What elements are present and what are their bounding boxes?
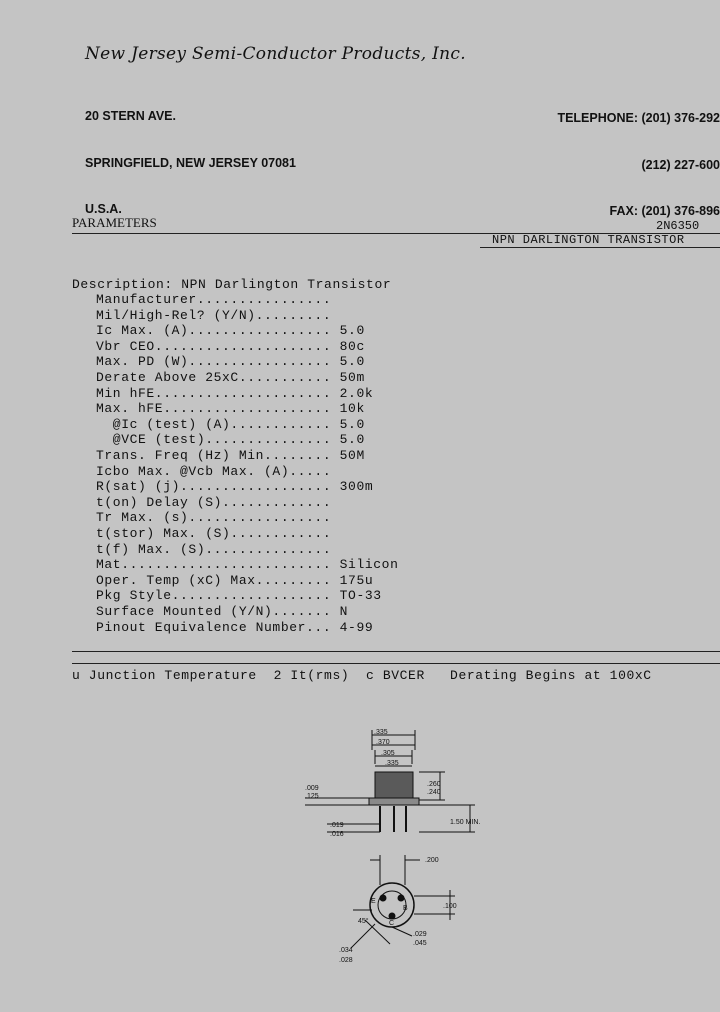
dim-009: .009: [305, 785, 319, 792]
spec-row: [96, 588, 382, 603]
spec-label: Mat.........................: [96, 557, 332, 573]
dim-335b: .335: [385, 760, 399, 767]
description-line: Description: NPN Darlington Transistor: [72, 277, 392, 292]
fax-line: FAX: (201) 376-896: [609, 204, 720, 218]
spec-value: 300m: [339, 479, 374, 495]
side-view: [305, 730, 475, 832]
address-line-1: 20 STERN AVE.: [85, 109, 176, 123]
dim-260: .260: [427, 781, 441, 788]
spec-label: Manufacturer................: [96, 292, 332, 307]
company-address: [85, 78, 296, 233]
spec-row: [96, 354, 365, 369]
spec-label: Trans. Freq (Hz) Min........: [96, 448, 332, 463]
dim-370: .370: [376, 739, 390, 746]
spec-value: N: [339, 604, 349, 619]
spec-label: Icbo Max. @Vcb Max. (A).....: [96, 463, 332, 479]
spec-row: [96, 604, 348, 619]
spec-value: 5.0: [339, 354, 365, 370]
spec-row: [96, 339, 365, 354]
spec-label: Max. hFE....................: [96, 401, 332, 417]
parameters-label: PARAMETERS: [72, 215, 157, 230]
dim-028: .028: [339, 957, 353, 964]
spec-label: Pkg Style...................: [96, 588, 332, 604]
spec-row: [96, 432, 365, 447]
spec-label: t(on) Delay (S).............: [96, 494, 332, 510]
address-line-3: U.S.A.: [85, 202, 122, 216]
spec-label: Mil/High-Rel? (Y/N).........: [96, 307, 332, 323]
spec-row: [96, 620, 373, 635]
dim-125: .125: [305, 793, 319, 800]
spec-list: [96, 292, 456, 642]
telephone-line-2: (212) 227-600: [641, 157, 720, 172]
package-outline-drawing: [295, 720, 495, 970]
dim-034: .034: [339, 947, 353, 954]
spec-row: [96, 308, 340, 323]
dim-029: .029: [413, 931, 427, 938]
spec-label: Ic Max. (A).................: [96, 323, 332, 339]
company-logo-name: New Jersey Semi-Conductor Products, Inc.: [85, 44, 466, 64]
dim-305: .305: [381, 750, 395, 757]
spec-value: 10k: [339, 401, 365, 417]
spec-row: [96, 495, 340, 510]
spec-row: [96, 464, 340, 479]
spec-label: Oper. Temp (xC) Max.........: [96, 572, 332, 588]
part-number: 2N6350: [656, 219, 700, 233]
spec-label: Pinout Equivalence Number...: [96, 619, 332, 635]
bottom-view: [351, 855, 455, 948]
dim-45-degrees: 45°: [358, 918, 369, 925]
spec-row: [96, 448, 365, 463]
spec-label: Max. PD (W).................: [96, 354, 332, 370]
spec-label: t(stor) Max. (S)............: [96, 526, 332, 541]
footnote-second-rule: [72, 663, 720, 664]
spec-value: 50M: [339, 448, 365, 463]
dim-200: .200: [425, 857, 439, 864]
spec-label: @VCE (test)...............: [96, 432, 332, 448]
spec-label: Tr Max. (s).................: [96, 510, 332, 526]
address-line-2: SPRINGFIELD, NEW JERSEY 07081: [85, 155, 296, 170]
spec-row: [96, 370, 365, 385]
pin-label-b: B: [403, 905, 408, 912]
spec-label: Surface Mounted (Y/N).......: [96, 604, 332, 619]
dim-240: .240: [427, 789, 441, 796]
spec-row: [96, 479, 373, 494]
spec-value: 50m: [339, 370, 365, 385]
spec-row: [96, 573, 373, 588]
dim-016: .016: [330, 831, 344, 838]
dim-100: .100: [443, 903, 457, 910]
spec-label: t(f) Max. (S)...............: [96, 541, 332, 557]
spec-label: Derate Above 25xC...........: [96, 370, 332, 385]
spec-row: [96, 292, 340, 307]
part-title: NPN DARLINGTON TRANSISTOR: [492, 233, 685, 247]
spec-value: 5.0: [339, 323, 365, 339]
spec-row: [96, 323, 365, 338]
spec-row: [96, 526, 340, 541]
spec-row: [96, 510, 340, 525]
spec-row: [96, 417, 365, 432]
spec-value: 2.0k: [339, 385, 374, 401]
spec-value: 4-99: [339, 619, 374, 635]
spec-row: [96, 401, 365, 416]
spec-value: TO-33: [339, 588, 382, 604]
pin-label-c: C: [389, 920, 395, 927]
spec-value: 5.0: [339, 432, 365, 448]
spec-value: 175u: [339, 572, 374, 588]
footnote-top-rule: [72, 651, 720, 652]
dim-335: .335: [374, 729, 388, 736]
spec-label: @Ic (test) (A)............: [96, 416, 332, 432]
dim-019: .019: [330, 822, 344, 829]
spec-value: 80c: [339, 338, 365, 354]
spec-row: [96, 557, 398, 572]
pin-label-e: E: [371, 898, 376, 905]
footnote: u Junction Temperature 2 It(rms) c BVCER Derating Begins at 100xC: [72, 668, 652, 683]
spec-row: [96, 386, 373, 401]
dim-150-min: 1.50 MIN.: [450, 819, 481, 826]
spec-label: Min hFE.....................: [96, 385, 332, 401]
telephone-line-1: TELEPHONE: (201) 376-292: [557, 111, 720, 125]
company-phones: [557, 80, 720, 235]
spec-value: Silicon: [339, 557, 399, 573]
title-rule: [480, 247, 720, 248]
dim-045: .045: [413, 940, 427, 947]
spec-value: 5.0: [339, 416, 365, 432]
spec-row: [96, 542, 340, 557]
spec-label: Vbr CEO.....................: [96, 338, 332, 354]
spec-label: R(sat) (j)..................: [96, 479, 332, 495]
